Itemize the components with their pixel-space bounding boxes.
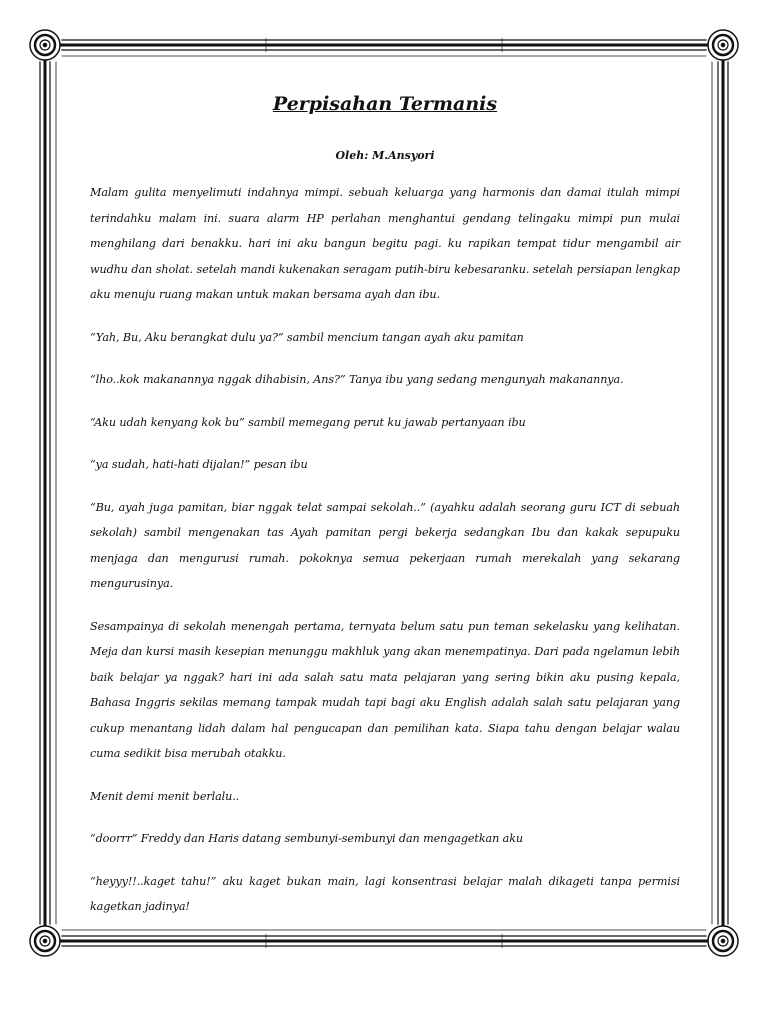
paragraph: “ya sudah, hati-hati dijalan!” pesan ibu xyxy=(90,458,308,471)
paragraph: “Yah, Bu, Aku berangkat dulu ya?” sambil mencium tangan ayah aku pamitan xyxy=(90,330,524,344)
document-title: Perpisahan Termanis xyxy=(272,93,498,115)
paragraph: “lho..kok makanannya nggak dihabisin, Ans?” Tanya ibu yang sedang mengunyah makanannya. xyxy=(90,373,624,386)
paragraph: “Bu, ayah juga pamitan, biar nggak telat sampai sekolah..” (ayahku adalah seorang guru ICT di sebuah sekolah) sambil mengenakan tas Ayah pamitan pergi bekerja sedangkan Ibu dan kakak sepupuku menjaga dan mengurusi rumah. pokoknya semua pekerjaan rumah merekalah yang sekarang mengurusinya. xyxy=(90,500,680,590)
paragraph: “doorrr” Freddy dan Haris datang sembunyi-sembunyi dan mengagetkan aku xyxy=(90,832,523,845)
story-body xyxy=(90,180,680,920)
paragraph: Sesampainya di sekolah menengah pertama, ternyata belum satu pun teman sekelasku yang kelihatan. Meja dan kursi masih kesepian menunggu makhluk yang akan menempatinya. Dari pada ngelamun lebih baik belajar ya nggak? hari ini ada salah satu mata pelajaran yang sering bikin aku pusing kepala, Bahasa Inggris sekilas memang tampak mudah tapi bagi aku English adalah salah satu pelajaran yang cukup menantang lidah dalam hal pengucapan dan pemilihan kata. Siapa tahu dengan belajar walau cuma sedikit bisa merubah otakku. xyxy=(90,619,680,760)
paragraph: Malam gulita menyelimuti indahnya mimpi. sebuah keluarga yang harmonis dan damai itulah mimpi terindahku malam ini. suara alarm HP perlahan menghantui gendang telingaku mimpi pun mulai menghilang dari benakku. hari ini aku bangun begitu pagi. ku rapikan tempat tidur mengambil air wudhu dan sholat. setelah mandi kukenakan seragam putih-biru kebesaranku. setelah persiapan lengkap aku menuju ruang makan untuk makan bersama ayah dan ibu. xyxy=(90,186,680,301)
document-content xyxy=(90,88,680,937)
paragraph: Menit demi menit berlalu.. xyxy=(90,789,240,803)
corner-ornament-bottom-right-icon xyxy=(708,926,738,956)
author-line: Oleh: M.Ansyori xyxy=(335,149,435,162)
paragraph: “Aku udah kenyang kok bu” sambil memegang perut ku jawab pertanyaan ibu xyxy=(90,415,526,429)
corner-ornament-top-right-icon xyxy=(708,30,738,60)
corner-ornament-top-left-icon xyxy=(30,30,60,60)
corner-ornament-bottom-left-icon xyxy=(30,926,60,956)
paragraph: “heyyy!!..kaget tahu!” aku kaget bukan main, lagi konsentrasi belajar malah dikageti tanpa permisi kagetkan jadinya! xyxy=(90,874,680,913)
